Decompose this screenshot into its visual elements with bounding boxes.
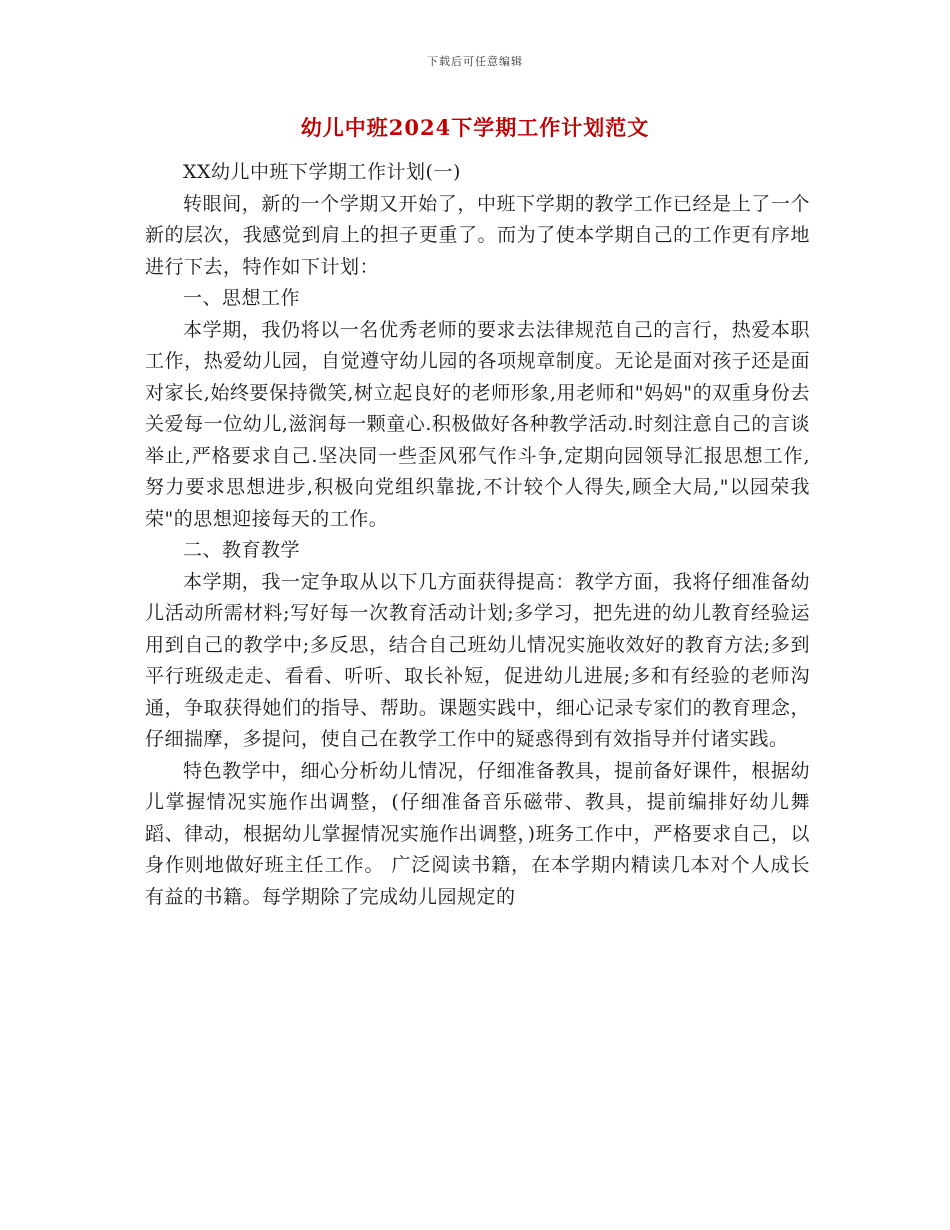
paragraph-subtitle: XX幼儿中班下学期工作计划(一): [183, 161, 461, 183]
paragraph-ideology: 本学期，我仍将以一名优秀老师的要求去法律规范自己的言行，热爱本职工作，热爱幼儿园，自觉遵守幼儿园的各项规章制度。无论是面对孩子还是面对家长,始终要保持微笑,树立起良好的老师形象,用老师和"妈妈"的双重身份去关爱每一位幼儿,滋润每一颗童心.积极做好各种教学活动.时刻注意自己的言谈举止,严格要求自己.坚决同一些歪风邪气作斗争,定期向园领导汇报思想工作,努力要求思想进步,积极向党组织靠拢,不计较个人得失,顾全大局,"以园荣我荣"的思想迎接每天的工作。: [145, 318, 810, 530]
paragraph-intro: 转眼间，新的一个学期又开始了，中班下学期的教学工作已经是上了一个新的层次，我感觉到肩上的担子更重了。而为了使本学期自己的工作更有序地进行下去，特作如下计划：: [145, 192, 810, 278]
header-note: 下载后可任意编辑: [427, 55, 523, 68]
paragraph-education: 本学期，我一定争取从以下几方面获得提高：教学方面，我将仔细准备幼儿活动所需材料;写好每一次教育活动计划;多学习，把先进的幼儿教育经验运用到自己的教学中;多反思，结合自己班幼儿情况实施收效好的教育方法;多到平行班级走走、看看、听听、取长补短，促进幼儿进展;多和有经验的老师沟通，争取获得她们的指导、帮助。课题实践中，细心记录专家们的教育理念，仔细揣摩，多提问，使自己在教学工作中的疑惑得到有效指导并付诸实践。: [145, 570, 810, 750]
section-heading-education: 二、教育教学: [183, 539, 301, 561]
section-heading-ideology: 一、思想工作: [183, 287, 301, 309]
document-title: 幼儿中班2024下学期工作计划范文: [300, 115, 650, 140]
document-body: [145, 157, 810, 913]
paragraph-special-teaching: 特色教学中，细心分析幼儿情况，仔细准备教具，提前备好课件，根据幼儿掌握情况实施作出调整，(仔细准备音乐磁带、教具，提前编排好幼儿舞蹈、律动，根据幼儿掌握情况实施作出调整，)班务工作中，严格要求自己，以身作则地做好班主任工作。 广泛阅读书籍，在本学期内精读几本对个人成长有益的书籍。每学期除了完成幼儿园规定的: [145, 759, 810, 908]
